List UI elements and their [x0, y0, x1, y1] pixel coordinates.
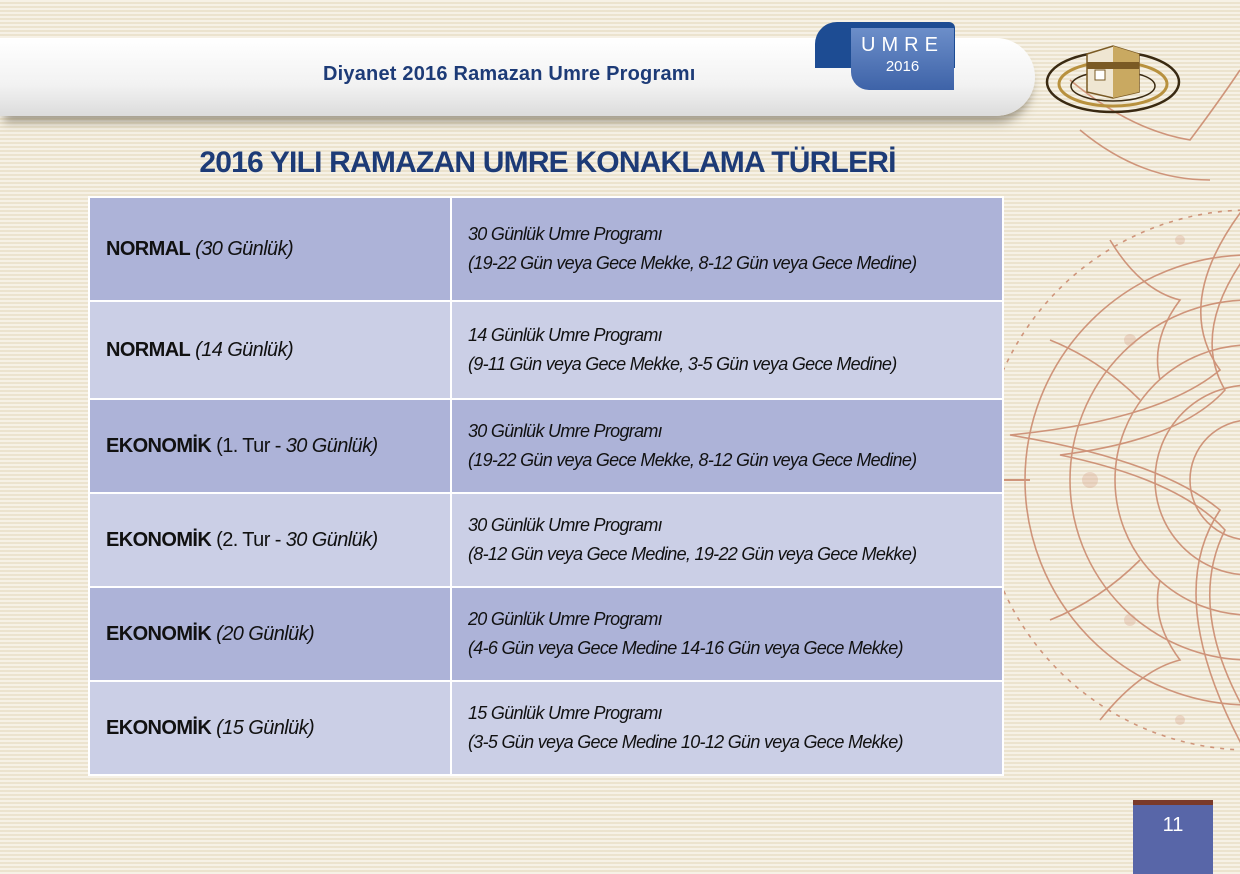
page-title: 2016 YILI RAMAZAN UMRE KONAKLAMA TÜRLERİ: [199, 146, 896, 179]
table-row: [89, 301, 1003, 399]
badge-word: UMRE: [861, 34, 944, 56]
page-number: 11: [1133, 800, 1213, 874]
description-cell: 30 Günlük Umre Programı (19-22 Gün veya Gece Mekke, 8-12 Gün veya Gece Medine): [451, 197, 1003, 301]
table-row: [89, 197, 1003, 301]
category-cell: EKONOMİK (20 Günlük): [89, 587, 451, 681]
umre-badge: [851, 28, 954, 90]
category-cell: NORMAL (14 Günlük): [89, 301, 451, 399]
category-cell: NORMAL (30 Günlük): [89, 197, 451, 301]
description-cell: 15 Günlük Umre Programı (3-5 Gün veya Gece Medine 10-12 Gün veya Gece Mekke): [451, 681, 1003, 775]
header-title: Diyanet 2016 Ramazan Umre Programı: [323, 63, 696, 85]
description-cell: 30 Günlük Umre Programı (19-22 Gün veya Gece Mekke, 8-12 Gün veya Gece Medine): [451, 399, 1003, 493]
category-cell: EKONOMİK (2. Tur - 30 Günlük): [89, 493, 451, 587]
badge-year: 2016: [885, 58, 920, 75]
table-row: [89, 493, 1003, 587]
category-cell: EKONOMİK (1. Tur - 30 Günlük): [89, 399, 451, 493]
description-cell: 30 Günlük Umre Programı (8-12 Gün veya Gece Medine, 19-22 Gün veya Gece Mekke): [451, 493, 1003, 587]
table-row: [89, 587, 1003, 681]
table-row: [89, 399, 1003, 493]
table-row: [89, 681, 1003, 775]
category-cell: EKONOMİK (15 Günlük): [89, 681, 451, 775]
kaaba-logo-icon: [1043, 40, 1183, 115]
accommodation-types-table: [88, 196, 1004, 776]
description-cell: 14 Günlük Umre Programı (9-11 Gün veya Gece Mekke, 3-5 Gün veya Gece Medine): [451, 301, 1003, 399]
description-cell: 20 Günlük Umre Programı (4-6 Gün veya Gece Medine 14-16 Gün veya Gece Mekke): [451, 587, 1003, 681]
